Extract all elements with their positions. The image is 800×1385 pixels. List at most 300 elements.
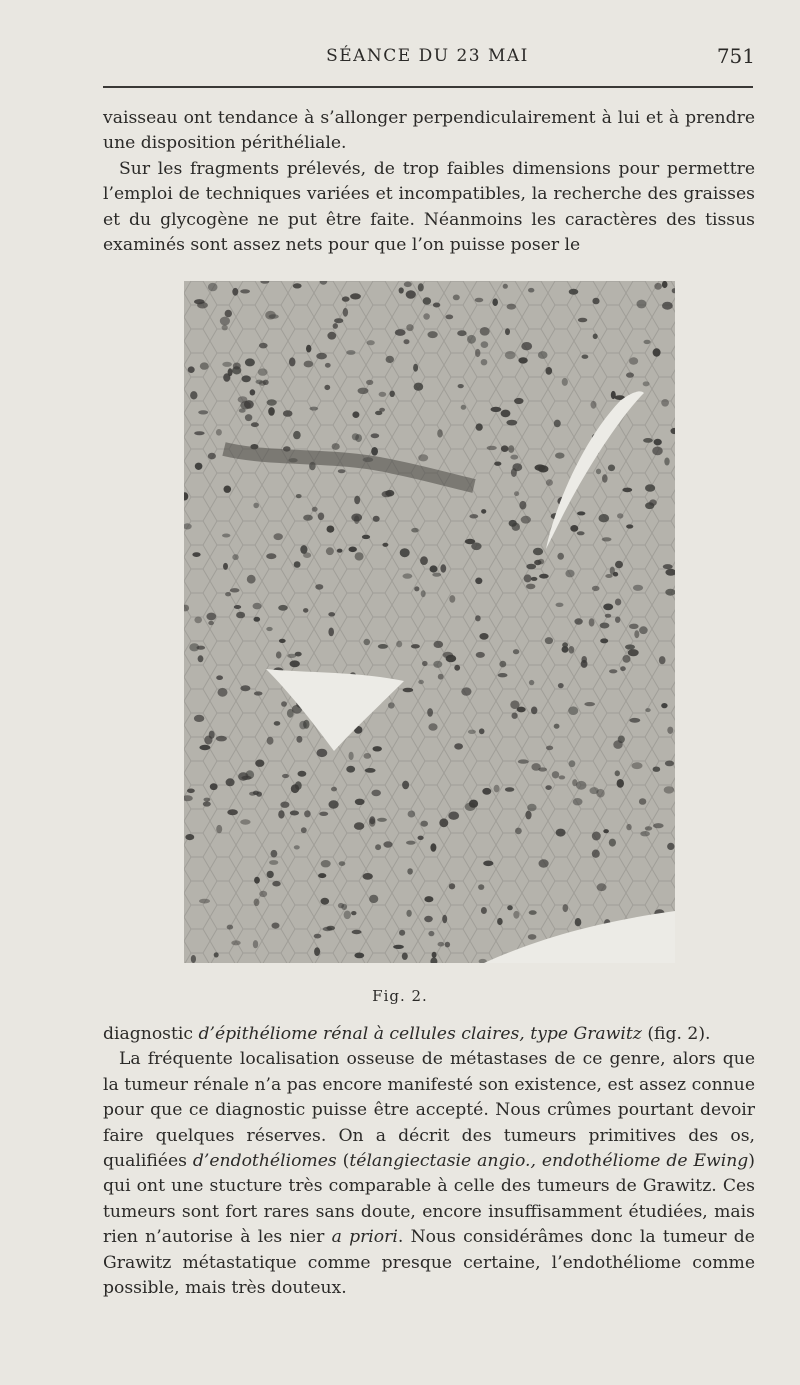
nucleus [267, 737, 274, 745]
nucleus [521, 516, 531, 524]
nucleus [418, 283, 424, 291]
nucleus [222, 362, 232, 367]
nucleus [626, 824, 631, 830]
nucleus [240, 819, 250, 824]
nucleus [518, 759, 529, 763]
nucleus [220, 317, 230, 326]
nucleus [602, 474, 608, 482]
nucleus [344, 911, 351, 920]
nucleus [445, 942, 450, 948]
nucleus [593, 334, 598, 340]
nucleus [326, 547, 334, 555]
nucleus [634, 630, 639, 638]
nucleus [406, 324, 413, 331]
nucleus [645, 708, 650, 712]
nucleus [266, 627, 272, 631]
nucleus [343, 308, 348, 317]
nucleus [592, 850, 600, 858]
nucleus [198, 655, 204, 662]
nucleus [232, 554, 238, 560]
nucleus [382, 543, 388, 547]
nucleus [355, 799, 365, 805]
nucleus [605, 614, 611, 618]
nucleus [643, 381, 650, 386]
nucleus [645, 826, 652, 830]
nucleus [240, 401, 251, 409]
nucleus [299, 721, 306, 730]
nucleus [569, 760, 576, 767]
header-rule [103, 86, 753, 88]
nucleus [214, 952, 219, 957]
nucleus [637, 300, 647, 309]
nucleus [494, 785, 500, 793]
nucleus [526, 564, 536, 570]
nucleus [505, 787, 514, 792]
paragraph-bottom-text: ( [336, 1151, 350, 1172]
nucleus [204, 736, 212, 745]
nucleus [225, 592, 231, 596]
nucleus [411, 644, 420, 648]
nucleus [327, 526, 335, 533]
nucleus [390, 391, 395, 397]
nucleus [352, 433, 359, 440]
nucleus [628, 649, 639, 656]
nucleus [341, 904, 347, 910]
nucleus [395, 329, 406, 336]
nucleus [575, 918, 582, 926]
nucleus [349, 752, 354, 760]
nucleus [428, 723, 437, 731]
nucleus [626, 372, 634, 377]
nucleus [538, 351, 548, 359]
nucleus [539, 574, 549, 579]
nucleus [592, 832, 601, 841]
nucleus [582, 355, 589, 359]
nucleus [278, 810, 284, 818]
nucleus [418, 836, 424, 840]
nucleus [491, 407, 502, 412]
nucleus [525, 811, 531, 820]
nucleus [428, 331, 438, 338]
nucleus [234, 605, 241, 609]
nucleus [402, 781, 409, 790]
nucleus [513, 911, 519, 919]
nucleus [617, 779, 624, 788]
nucleus [569, 289, 579, 295]
nucleus [479, 633, 488, 640]
nucleus [280, 802, 289, 808]
paragraph-top-line-2: Sur les fragments prélevés, de trop faibles dimensions pour permettre l’emploi de techniques variées et incompatibles, la recherche des graisses et du glycogène ne put être faite. Néanmoins les caractères des tissus examinés sont assez nets pour que l’on puisse poser le [103, 158, 755, 256]
nucleus [338, 469, 346, 473]
nucleus [600, 638, 608, 643]
nucleus [449, 595, 455, 603]
nucleus [421, 590, 426, 597]
nucleus [615, 561, 623, 569]
nucleus [303, 515, 313, 521]
paragraph-bottom [103, 1022, 755, 1301]
nucleus [433, 303, 440, 308]
nucleus [274, 533, 283, 540]
nucleus [563, 904, 569, 912]
nucleus [358, 388, 369, 394]
nucleus [475, 298, 484, 303]
nucleus [518, 357, 527, 363]
nucleus [528, 288, 534, 293]
nucleus [250, 389, 256, 395]
nucleus [253, 940, 258, 948]
nucleus [559, 775, 566, 779]
nucleus [218, 688, 228, 697]
nucleus [364, 753, 372, 759]
nucleus [267, 399, 277, 405]
nucleus [578, 318, 587, 323]
nucleus [204, 798, 211, 802]
nucleus [572, 779, 577, 786]
nucleus [632, 762, 643, 769]
nucleus [251, 422, 259, 427]
nucleus [507, 304, 516, 310]
nucleus [298, 771, 307, 777]
nucleus [437, 429, 443, 437]
nucleus [653, 767, 661, 772]
nucleus [420, 556, 428, 565]
nucleus [199, 899, 210, 904]
nucleus [639, 798, 646, 805]
nucleus [269, 314, 279, 319]
nucleus [281, 701, 287, 707]
nucleus [192, 552, 200, 557]
paragraph-bottom-text: La fréquente localisation osseuse de métastases de ce genre, alors que la tumeur rénale n’a pas encore manifesté son existence, est assez connue pour que ce diagnostic puisse être accepté. Nous crûmes pourtant devoir faire quelques réserves. On a décrit des tumeurs primitives des os, qualifiées [103, 1049, 755, 1172]
nucleus [424, 916, 433, 922]
nucleus [404, 282, 412, 288]
nucleus [475, 578, 482, 585]
nucleus [552, 771, 559, 778]
nucleus [354, 496, 360, 505]
nucleus [483, 861, 493, 867]
nucleus [505, 351, 516, 359]
nucleus [531, 577, 538, 581]
nucleus [576, 781, 587, 790]
nucleus [478, 884, 484, 890]
nucleus [185, 834, 194, 840]
nucleus [521, 342, 532, 350]
nucleus [350, 293, 361, 299]
nucleus [242, 375, 251, 382]
nucleus [208, 621, 214, 625]
nucleus [259, 343, 268, 349]
nucleus [591, 401, 597, 409]
paragraph-bottom-text: ) qui ont une stucture très comparable à celle des tumeurs de Grawitz. Ces tumeurs sont fort rares sans doute, encore insuffisamment étudiées, mais rien n’autorise à les nier [103, 1151, 755, 1248]
nucleus [267, 871, 274, 878]
paragraph-top-line-1: vaisseau ont tendance à s’allonger perpendiculairement à lui et à prendre une disposition périthéliale. [103, 108, 755, 154]
nucleus [665, 761, 674, 767]
nucleus [461, 405, 466, 410]
nucleus [377, 818, 387, 822]
nucleus [446, 655, 457, 663]
nucleus [190, 391, 197, 399]
nucleus [236, 612, 245, 619]
nucleus [445, 315, 453, 320]
nucleus [573, 798, 583, 805]
nucleus [623, 655, 631, 663]
nucleus [510, 455, 518, 460]
nucleus [369, 818, 376, 827]
nucleus [505, 328, 510, 335]
nucleus [342, 296, 350, 301]
nucleus [414, 586, 419, 591]
nucleus [562, 646, 569, 653]
nucleus [418, 454, 428, 461]
nucleus [188, 366, 195, 373]
nucleus [254, 617, 261, 622]
nucleus [569, 646, 575, 654]
nucleus [545, 785, 551, 790]
nucleus [294, 561, 301, 568]
nucleus [535, 464, 546, 470]
nucleus [318, 873, 326, 878]
nucleus [386, 356, 394, 363]
nucleus [226, 778, 235, 786]
paragraph-bottom-italic: a priori [331, 1227, 398, 1248]
nucleus [667, 727, 673, 734]
nucleus [351, 911, 356, 915]
nucleus [222, 325, 228, 331]
nucleus [430, 565, 438, 572]
nucleus [529, 910, 537, 915]
nucleus [355, 552, 364, 560]
nucleus [225, 310, 232, 317]
nucleus [527, 804, 536, 811]
nucleus [406, 290, 416, 299]
nucleus [501, 445, 509, 452]
nucleus [230, 588, 240, 592]
nucleus [411, 528, 419, 533]
running-head: SÉANCE DU 23 MAI [326, 46, 529, 66]
nucleus [629, 718, 640, 723]
nucleus [304, 361, 314, 368]
nucleus [433, 661, 442, 668]
nucleus [399, 930, 405, 936]
nucleus [602, 537, 612, 541]
nucleus [385, 490, 394, 497]
nucleus [198, 410, 208, 414]
nucleus [363, 873, 373, 880]
nucleus [533, 548, 543, 556]
nucleus [383, 841, 392, 847]
nucleus [557, 553, 564, 560]
nucleus [492, 298, 498, 306]
nucleus [393, 945, 404, 949]
nucleus [574, 618, 582, 624]
nucleus [512, 463, 522, 471]
nucleus [609, 669, 617, 673]
nucleus [605, 574, 612, 578]
nucleus [321, 898, 330, 905]
nucleus [640, 831, 650, 836]
nucleus [633, 585, 643, 591]
nucleus [240, 289, 250, 293]
nucleus [615, 770, 620, 776]
nucleus [661, 399, 669, 407]
nucleus [512, 713, 518, 719]
nucleus [325, 363, 331, 368]
nucleus [615, 617, 620, 623]
nucleus [519, 501, 526, 510]
paragraph-top [103, 106, 755, 258]
nucleus [321, 860, 331, 867]
paragraph-bottom-italic: d’endothéliomes [192, 1151, 337, 1172]
nucleus [584, 702, 595, 706]
nucleus [512, 523, 520, 531]
nucleus [643, 438, 653, 443]
nucleus [323, 927, 333, 931]
nucleus [615, 599, 621, 606]
nucleus [481, 907, 487, 914]
nucleus [337, 549, 343, 553]
nucleus [442, 915, 447, 924]
nucleus [314, 934, 322, 939]
nucleus [371, 790, 381, 797]
nucleus [546, 746, 553, 751]
nucleus [352, 411, 359, 418]
micrograph-image [184, 281, 675, 963]
nucleus [351, 514, 362, 522]
nucleus [581, 656, 587, 663]
nucleus [327, 332, 336, 340]
nucleus [626, 524, 633, 528]
nucleus [328, 628, 334, 637]
paragraph-bottom-italic: télangiectasie angio., endothéliome de Ewing [349, 1151, 749, 1172]
nucleus [629, 357, 638, 364]
nucleus [653, 823, 664, 828]
nucleus [379, 408, 385, 412]
nucleus [373, 746, 382, 751]
nucleus [427, 708, 433, 717]
nucleus [438, 674, 444, 680]
nucleus [481, 359, 488, 365]
nucleus [224, 486, 232, 493]
nucleus [603, 604, 613, 611]
nucleus [428, 931, 434, 936]
nucleus [223, 563, 228, 570]
nucleus [546, 367, 553, 375]
nucleus [403, 688, 414, 693]
nucleus [432, 952, 437, 958]
nucleus [629, 624, 639, 629]
nucleus [565, 570, 574, 578]
nucleus [332, 443, 340, 450]
nucleus [469, 800, 478, 808]
nucleus [420, 821, 428, 827]
nucleus [400, 548, 410, 557]
nucleus [453, 295, 460, 301]
nucleus [369, 895, 378, 903]
nucleus [403, 573, 413, 578]
nucleus [278, 605, 288, 611]
nucleus [303, 608, 308, 613]
nucleus [254, 877, 260, 884]
nucleus [279, 639, 286, 643]
nucleus [396, 641, 402, 648]
nucleus [191, 955, 196, 963]
nucleus [482, 788, 491, 795]
nucleus [408, 811, 416, 818]
nucleus [554, 420, 561, 428]
nucleus [546, 479, 553, 486]
nucleus [608, 465, 615, 472]
nucleus [269, 860, 278, 865]
nucleus [315, 584, 323, 590]
nucleus [259, 891, 267, 897]
nucleus [216, 429, 222, 436]
nucleus [562, 378, 568, 386]
nucleus [654, 439, 662, 446]
nucleus [331, 787, 337, 792]
nucleus [440, 564, 446, 572]
micrograph-figure [184, 281, 675, 963]
nucleus [254, 691, 263, 695]
nucleus [314, 947, 320, 956]
nucleus [494, 462, 501, 466]
nucleus [258, 368, 268, 375]
nucleus [590, 787, 599, 794]
nucleus [194, 617, 202, 624]
nucleus [622, 488, 632, 493]
nucleus [371, 447, 378, 456]
nucleus [407, 868, 413, 874]
figure-caption: Fig. 2. [372, 987, 428, 1005]
nucleus [556, 829, 566, 837]
nucleus [610, 567, 615, 575]
nucleus [197, 646, 206, 650]
nucleus [194, 431, 204, 435]
nucleus [310, 407, 319, 411]
nucleus [271, 850, 278, 858]
nucleus [457, 330, 466, 336]
nucleus [501, 410, 511, 418]
paragraph-bottom-italic: d’épithéliome rénal à cellules claires, type Grawitz [198, 1024, 642, 1044]
nucleus [276, 651, 282, 658]
nucleus [253, 603, 262, 610]
nucleus [644, 340, 651, 344]
nucleus [283, 410, 293, 417]
nucleus [245, 358, 255, 366]
nucleus [507, 905, 513, 910]
nucleus [227, 809, 238, 815]
nucleus [418, 680, 424, 684]
nucleus [667, 843, 674, 850]
nucleus [609, 839, 616, 847]
nucleus [287, 709, 294, 718]
nucleus [515, 828, 522, 835]
nucleus [371, 433, 380, 438]
nucleus [318, 513, 324, 521]
nucleus [424, 896, 433, 902]
nucleus [402, 953, 408, 960]
nucleus [432, 573, 441, 577]
nucleus [625, 644, 635, 649]
nucleus [558, 683, 564, 688]
nucleus [603, 829, 609, 833]
nucleus [469, 514, 478, 518]
nucleus [293, 283, 302, 288]
nucleus [475, 349, 480, 357]
nucleus [506, 420, 517, 426]
nucleus [468, 730, 476, 734]
nucleus [290, 811, 299, 816]
nucleus [195, 463, 203, 470]
nucleus [461, 687, 471, 695]
